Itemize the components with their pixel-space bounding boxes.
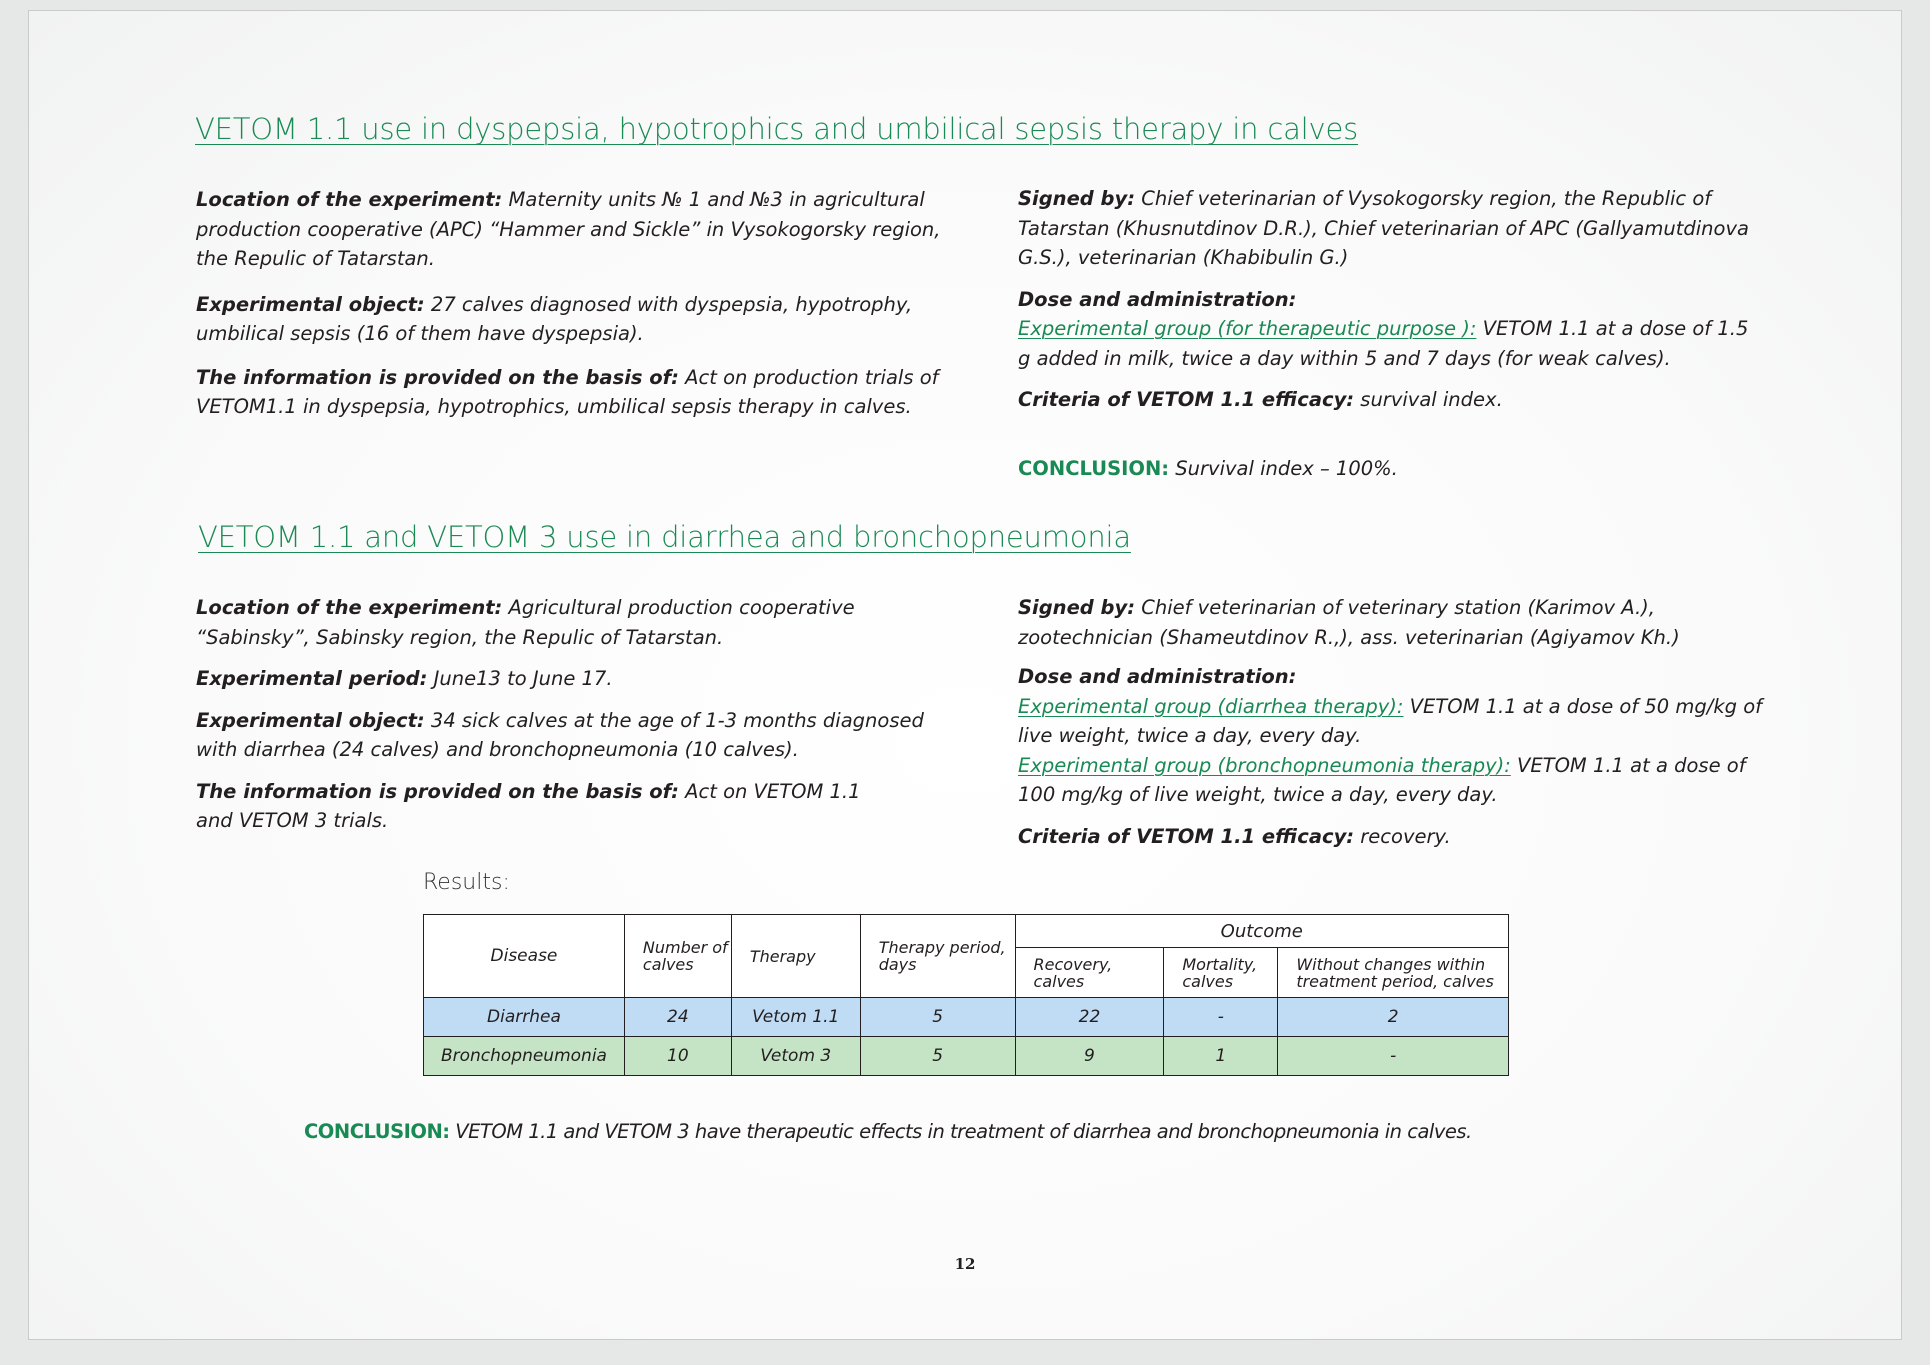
cell-disease: Bronchopneumonia <box>424 1037 625 1076</box>
experimental-group-label: Experimental group (for therapeutic purpose ): <box>1018 317 1477 340</box>
object-paragraph <box>196 706 956 765</box>
experimental-group-diarrhea-label: Experimental group (diarrhea therapy): <box>1018 694 1404 718</box>
section-2-title: VETOM 1.1 and VETOM 3 use in diarrhea and bronchopneumonia <box>198 520 1131 554</box>
page-number: 12 <box>954 1255 976 1273</box>
header-mortality: Mortality, calves <box>1164 948 1278 998</box>
cell-period: 5 <box>860 998 1015 1037</box>
conclusion-paragraph <box>1018 454 1758 484</box>
section-1-title: VETOM 1.1 use in dyspepsia, hypotrophics and umbilical sepsis therapy in calves <box>195 112 1359 146</box>
section-2-right-column <box>1018 593 1778 851</box>
signed-paragraph <box>1018 184 1758 273</box>
header-therapy: Therapy <box>731 915 860 998</box>
cell-without-changes: 2 <box>1278 998 1509 1037</box>
conclusion-text: VETOM 1.1 and VETOM 3 have therapeutic effects in treatment of diarrhea and bronchopneumonia in calves. <box>449 1120 1472 1143</box>
results-table <box>423 914 1509 1076</box>
location-text: Agricultural production cooperative “Sabinsky”, Sabinsky region, the Repulic of Tatarstan. <box>196 596 855 649</box>
basis-label: The information is provided on the basis of: <box>196 779 679 803</box>
basis-paragraph <box>196 777 956 836</box>
table-row <box>424 998 1509 1037</box>
object-label: Experimental object: <box>196 708 425 732</box>
table-row <box>424 1037 1509 1076</box>
group-1-text: VETOM 1.1 at a dose of 50 mg/kg of live weight, twice a day, every day. <box>1018 694 1763 747</box>
period-label: Experimental period: <box>196 667 428 690</box>
location-text: Maternity units № 1 and №3 in agricultural production cooperative (APC) “Hammer and Sickle” in Vysokogorsky region, the Repulic of Tatarstan. <box>196 188 941 270</box>
basis-text: Act on production trials of VETOM1.1 in dyspepsia, hypotrophics, umbilical sepsis therapy in calves. <box>196 365 939 418</box>
section-1-left-column <box>196 185 956 422</box>
group-2-paragraph <box>1018 751 1778 810</box>
period-text: June13 to June 17. <box>427 667 613 690</box>
location-paragraph <box>196 185 956 274</box>
location-label: Location of the experiment: <box>196 188 503 211</box>
group-text: VETOM 1.1 at a dose of 1.5 g added in milk, twice a day within 5 and 7 days (for weak calves). <box>1018 317 1749 370</box>
criteria-text: survival index. <box>1354 388 1503 411</box>
object-text: 27 calves diagnosed with dyspepsia, hypotrophy, umbilical sepsis (16 of them have dyspepsia). <box>196 292 913 345</box>
dose-label: Dose and administration: <box>1018 665 1297 688</box>
group-1-paragraph <box>1018 692 1778 751</box>
section-2-left-column <box>196 593 956 836</box>
group-paragraph <box>1018 314 1758 373</box>
cell-period: 5 <box>860 1037 1015 1076</box>
header-period: Therapy period, days <box>860 915 1015 998</box>
cell-disease: Diarrhea <box>424 998 625 1037</box>
cell-mortality: 1 <box>1164 1037 1278 1076</box>
object-label: Experimental object: <box>196 292 425 316</box>
header-disease: Disease <box>424 915 625 998</box>
conclusion-text: Survival index – 100%. <box>1169 456 1398 480</box>
cell-number: 24 <box>624 998 731 1037</box>
conclusion-label: CONCLUSION: <box>1018 456 1170 480</box>
object-text: 34 sick calves at the age of 1-3 months diagnosed with diarrhea (24 calves) and bronchopneumonia (10 calves). <box>196 708 924 761</box>
basis-text: Act on VETOM 1.1 <box>678 779 861 803</box>
section-2-conclusion <box>304 1120 1472 1143</box>
signed-text: Chief veterinarian of Vysokogorsky region, the Republic of Tatarstan (Khusnutdinov D.R.), Chief veterinarian of APC (Gallyamutdinova G.S.), veterinarian (Khabibulin G.) <box>1018 187 1749 269</box>
section-1-right-column <box>1018 184 1758 483</box>
dose-label: Dose and administration: <box>1018 287 1297 311</box>
cell-mortality: - <box>1164 998 1278 1037</box>
cell-therapy: Vetom 3 <box>731 1037 860 1076</box>
cell-recovery: 9 <box>1015 1037 1164 1076</box>
experimental-group-bronchopneumonia-label: Experimental group (bronchopneumonia therapy): <box>1018 753 1511 777</box>
group-2-text: VETOM 1.1 at a dose of 100 mg/kg of live weight, twice a day, every day. <box>1018 753 1746 806</box>
header-outcome: Outcome <box>1015 915 1508 948</box>
location-paragraph <box>196 593 956 652</box>
conclusion-label: CONCLUSION: <box>304 1120 450 1143</box>
cell-number: 10 <box>624 1037 731 1076</box>
criteria-paragraph <box>1018 822 1778 852</box>
criteria-text: recovery. <box>1354 824 1451 848</box>
basis-label: The information is provided on the basis of: <box>196 365 679 389</box>
signed-label: Signed by: <box>1018 596 1136 619</box>
signed-text: Chief veterinarian of veterinary station (Karimov A.), zootechnician (Shameutdinov R.,), ass. veterinarian (Agiyamov Kh.) <box>1018 596 1680 649</box>
cell-therapy: Vetom 1.1 <box>731 998 860 1037</box>
header-recovery: Recovery, calves <box>1015 948 1164 998</box>
criteria-paragraph <box>1018 385 1758 415</box>
results-label: Results: <box>423 870 510 895</box>
basis-paragraph <box>196 363 956 422</box>
header-number: Number of calves <box>624 915 731 998</box>
period-paragraph <box>196 664 956 694</box>
signed-label: Signed by: <box>1018 187 1136 210</box>
cell-without-changes: - <box>1278 1037 1509 1076</box>
cell-recovery: 22 <box>1015 998 1164 1037</box>
basis-text-continued: and VETOM 3 trials. <box>196 809 389 832</box>
location-label: Location of the experiment: <box>196 596 503 619</box>
signed-paragraph <box>1018 593 1778 652</box>
header-without-changes: Without changes within treatment period, calves <box>1278 948 1509 998</box>
object-paragraph <box>196 290 956 349</box>
criteria-label: Criteria of VETOM 1.1 efficacy: <box>1018 388 1355 411</box>
criteria-label: Criteria of VETOM 1.1 efficacy: <box>1018 824 1355 848</box>
